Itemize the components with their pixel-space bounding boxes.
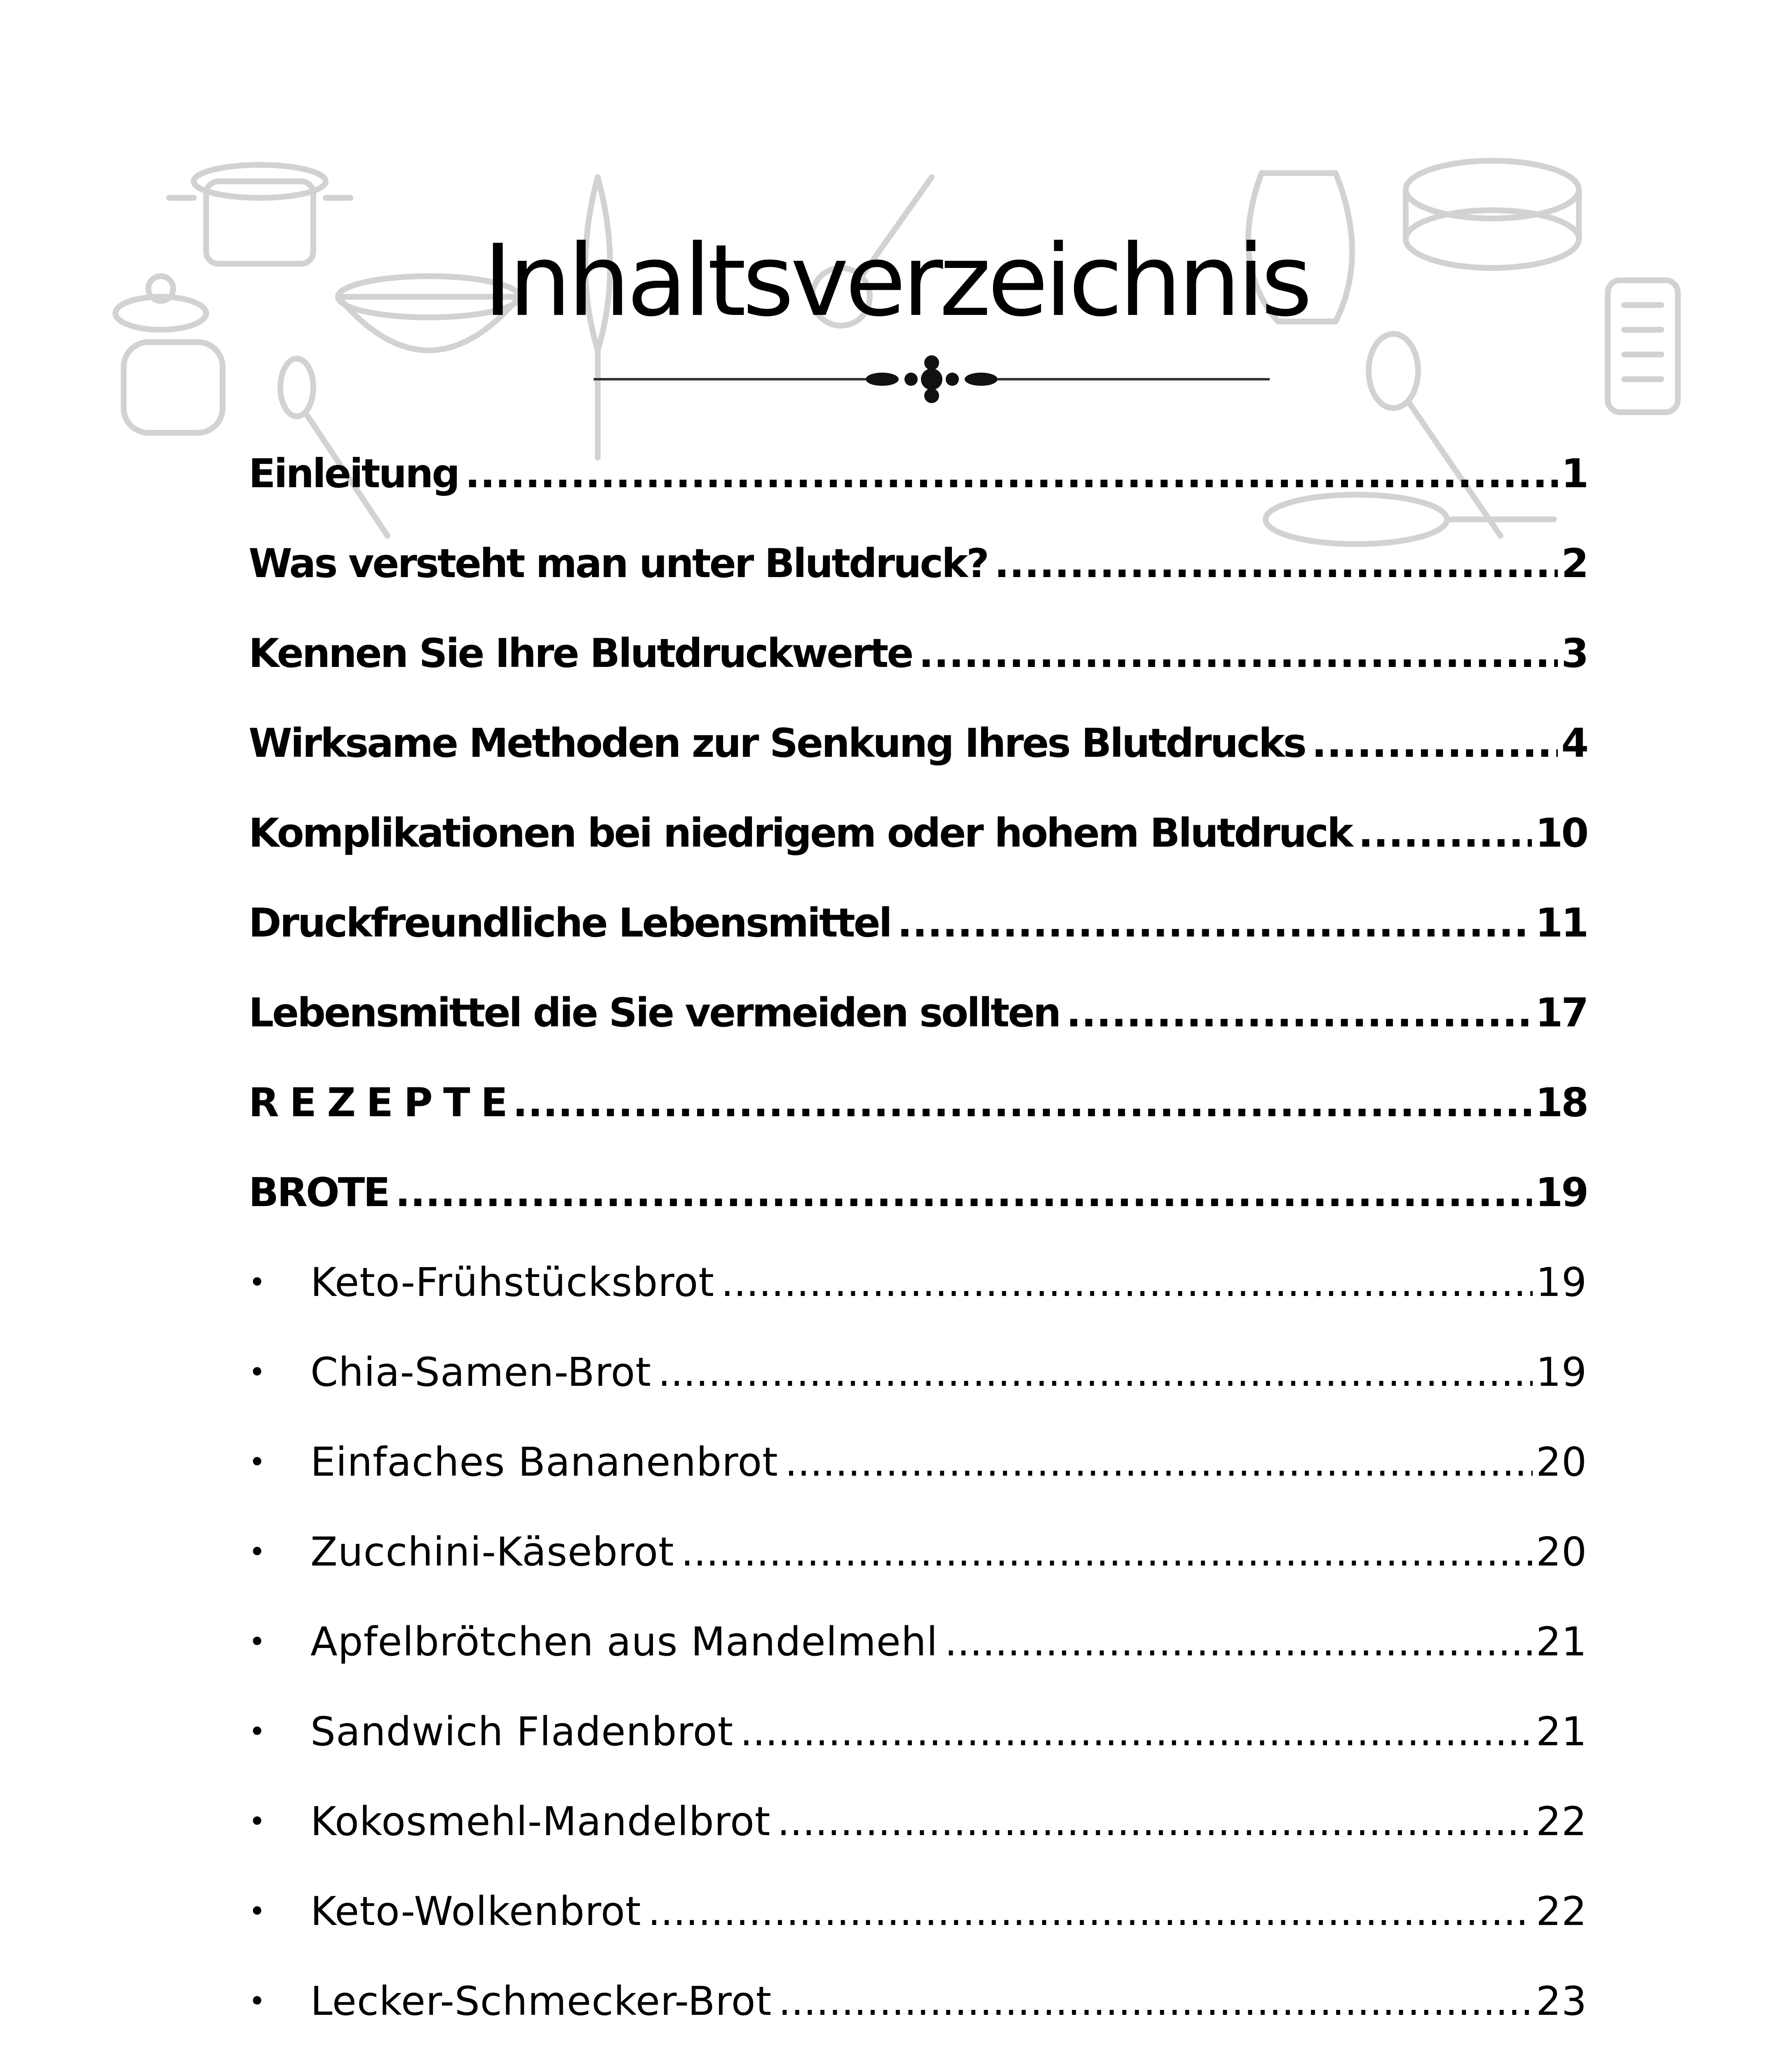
toc-subentry-label: Kokosmehl-Mandelbrot: [310, 1798, 771, 1845]
toc-entry-page: 10: [1535, 810, 1587, 856]
toc-subentry-page: 19: [1536, 1259, 1587, 1305]
toc-entry-label: Druckfreundliche Lebensmittel: [249, 900, 891, 946]
toc-subentry-page: 23: [1536, 1978, 1587, 2024]
bullet-icon: •: [249, 1715, 266, 1749]
toc-subentry[interactable]: [249, 1866, 1587, 1956]
toc-entry-label: Was versteht man unter Blutdruck?: [249, 540, 988, 587]
toc-entry-label: R E Z E P T E: [249, 1080, 506, 1126]
dot-leader: [681, 1529, 1533, 1575]
dot-leader: [897, 900, 1532, 946]
toc-entry-page: 11: [1535, 900, 1587, 946]
toc-subentry[interactable]: [249, 1597, 1587, 1687]
bullet-icon: •: [249, 1894, 266, 1928]
bullet-icon: •: [249, 1265, 266, 1299]
bullet-icon: •: [249, 1445, 266, 1479]
toc-entry-vermeiden[interactable]: [249, 968, 1587, 1058]
toc-entry-komplikationen[interactable]: [249, 788, 1587, 878]
toc-subentry-label: Sandwich Fladenbrot: [310, 1709, 734, 1755]
page-title: Inhaltsverzeichnis: [483, 223, 1309, 338]
toc-entry-label: BROTE: [249, 1169, 389, 1216]
toc-subentry[interactable]: [249, 1237, 1587, 1327]
dot-leader: [1066, 990, 1532, 1036]
toc-entry-label: Komplikationen bei niedrigem oder hohem Blutdruck: [249, 810, 1352, 856]
dot-leader: [740, 1709, 1533, 1755]
dot-leader: [777, 1798, 1532, 1845]
dot-leader: [1312, 720, 1558, 766]
toc-entry-page: 3: [1561, 630, 1587, 676]
toc-entry-page: 4: [1561, 720, 1587, 766]
toc-entry-einleitung[interactable]: [249, 429, 1587, 519]
toc-entry-label: Einleitung: [249, 451, 459, 497]
dot-leader: [1358, 810, 1532, 856]
toc-entry-page: 1: [1561, 451, 1587, 497]
toc-entry-rezepte[interactable]: [249, 1058, 1587, 1148]
dot-leader: [395, 1169, 1532, 1216]
toc-subentry-page: 22: [1536, 1798, 1587, 1845]
bullet-icon: •: [249, 1984, 266, 2018]
toc-entry-label: Kennen Sie Ihre Blutdruckwerte: [249, 630, 912, 676]
dot-leader: [721, 1259, 1533, 1305]
toc-entry-brote[interactable]: [249, 1148, 1587, 1237]
toc-subentry[interactable]: [249, 1956, 1587, 2046]
divider-ornament-icon: [594, 354, 1270, 404]
toc-entry-label: Lebensmittel die Sie vermeiden sollten: [249, 990, 1060, 1036]
toc-entry-label: Wirksame Methoden zur Senkung Ihres Blutdrucks: [249, 720, 1305, 766]
dot-leader: [658, 1349, 1533, 1395]
toc-entry-lebensmittel[interactable]: [249, 878, 1587, 968]
toc-subentry-page: 22: [1536, 1888, 1587, 1934]
toc-entry-blutdruckwerte[interactable]: [249, 608, 1587, 698]
toc-subentry[interactable]: [249, 1777, 1587, 1866]
toc-subentry-label: Keto-Frühstücksbrot: [310, 1259, 714, 1305]
toc-subentry-label: Zucchini-Käsebrot: [310, 1529, 674, 1575]
dot-leader: [778, 1978, 1533, 2024]
toc-subentry-page: 20: [1536, 1439, 1587, 1485]
toc-subentry-page: 21: [1536, 1709, 1587, 1755]
toc-subentry-page: 20: [1536, 1529, 1587, 1575]
dot-leader: [465, 451, 1558, 497]
toc-subentry[interactable]: [249, 2046, 1587, 2061]
bullet-icon: •: [249, 1805, 266, 1838]
toc-subentry-page: 21: [1536, 1619, 1587, 1665]
toc-subentry-label: Keto-Wolkenbrot: [310, 1888, 641, 1934]
toc-entry-page: 19: [1535, 1169, 1587, 1216]
toc-subentry[interactable]: [249, 1417, 1587, 1507]
toc-subentry-label: Lecker-Schmecker-Brot: [310, 1978, 772, 2024]
toc-subentry[interactable]: [249, 1507, 1587, 1597]
toc-subentry[interactable]: [249, 1327, 1587, 1417]
toc-entry-blutdruck[interactable]: [249, 519, 1587, 608]
toc-entry-page: 2: [1561, 540, 1587, 587]
toc-subentry-label: Chia-Samen-Brot: [310, 1349, 652, 1395]
toc-subentry-label: Einfaches Bananenbrot: [310, 1439, 778, 1485]
dot-leader: [785, 1439, 1533, 1485]
dot-leader: [944, 1619, 1533, 1665]
table-of-contents: [249, 429, 1587, 2061]
toc-entry-methoden[interactable]: [249, 698, 1587, 788]
toc-entry-page: 17: [1535, 990, 1587, 1036]
dot-leader: [919, 630, 1558, 676]
dot-leader: [648, 1888, 1533, 1934]
toc-subentry-label: Apfelbrötchen aus Mandelmehl: [310, 1619, 938, 1665]
bullet-icon: •: [249, 1625, 266, 1659]
toc-subentry[interactable]: [249, 1687, 1587, 1777]
dot-leader: [994, 540, 1558, 587]
bullet-icon: •: [249, 1355, 266, 1389]
dot-leader: [513, 1080, 1532, 1126]
toc-subentry-page: 19: [1536, 1349, 1587, 1395]
toc-entry-page: 18: [1535, 1080, 1587, 1126]
bullet-icon: •: [249, 1535, 266, 1569]
